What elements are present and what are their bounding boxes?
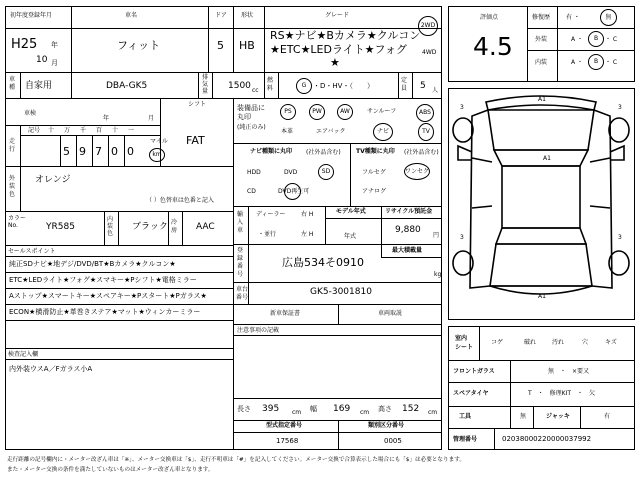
interior-color-value: ブラック: [132, 222, 168, 232]
equipment-navi-circled: ナビ: [373, 123, 393, 141]
import-parallel: ・並行: [258, 231, 277, 238]
import-dealer: ディーラー: [256, 211, 286, 218]
first-reg-label: 初年度登録年月: [10, 12, 53, 19]
warranty-booklet: 新車保証書: [270, 310, 301, 317]
navi-cd: CD: [247, 188, 256, 195]
inspector-text: 内外装ウスA／Fガラス小A: [9, 365, 93, 373]
mileage-unit-label: 百: [96, 127, 103, 134]
equipment-pw-circled: PW: [309, 104, 325, 120]
recycle-value: 9,880: [395, 225, 421, 235]
height-unit: cm: [428, 409, 438, 416]
class-number-value: 0005: [384, 437, 402, 445]
drive-4wd: 4WD: [422, 49, 437, 56]
front-glass-label: フロントガラス: [453, 368, 495, 375]
tv-fullseg: フルセグ: [362, 169, 386, 176]
sales-point-label: セールスポイント: [8, 248, 56, 255]
damage-label-rear: A1: [538, 293, 546, 300]
equipment-leather: 本革: [281, 128, 294, 135]
model-year-label: モデル年式: [336, 208, 366, 215]
displacement-label: 排 気 量: [202, 74, 209, 95]
navi-dvd-play: DVD再生可: [278, 188, 310, 195]
grade-line-3: ★: [330, 56, 340, 69]
height-value: 152: [402, 404, 420, 414]
capacity-value: 5: [420, 81, 426, 91]
interior-grade-b-circled: B: [588, 54, 604, 70]
equipment-tv-circled: TV: [418, 123, 434, 141]
footer-note-1: 走行距離の記号欄内に・メーター改ざん車は「※」、メーター交換車は「$」、走行不明車は「#」を記入してください。メーター交換で合算表示した場合にも「$」は必要となります。: [7, 457, 465, 463]
max-load-label: 最大積載量: [392, 247, 423, 254]
mileage-unit-label: 千: [80, 127, 87, 134]
exterior-color-note: （ ）色替車は色番と記入: [146, 197, 214, 204]
score-label: 評価点: [480, 14, 499, 21]
tv-analog: アナログ: [362, 188, 387, 195]
equipment-abs-circled: ABS: [416, 104, 434, 122]
equipment-aw-circled: AW: [337, 104, 353, 120]
navi-hdd: HDD: [247, 169, 261, 176]
score-value: 4.5: [473, 32, 513, 61]
grade-line-2: ★ETC★LEDライト★フォグ: [270, 43, 407, 56]
max-load-unit: kg: [434, 271, 442, 278]
navi-type-title: ナビ種類に丸印: [250, 148, 293, 155]
room-item-hole: 穴: [582, 339, 589, 346]
navi-dvd-play-circle-mark: [284, 183, 301, 200]
fuel-options: ・D・HV・（ ）: [313, 82, 374, 90]
model-code: DBA-GK5: [106, 81, 148, 91]
mileage-unit-label: 十: [112, 127, 119, 134]
shift-label: シフト: [188, 101, 207, 108]
door-count: 5: [217, 39, 224, 52]
capacity-unit: 人: [432, 87, 439, 94]
jack-label: ジャッキ: [546, 413, 570, 420]
fuel-label: 燃 料: [267, 77, 274, 92]
repair-history-label: 修復歴: [532, 14, 551, 21]
repair-none-circled: 無: [600, 9, 617, 26]
color-no-value: YR585: [46, 222, 75, 232]
mileage-side-label: 走 行: [9, 138, 16, 153]
repair-history-options: 有 ・: [566, 14, 580, 21]
sales-point-line-4: ECON★横滑防止★革巻きステア★マット★ウィンカーミラー: [9, 308, 201, 316]
displacement-value: 1500: [228, 81, 251, 91]
mileage-digit: 0: [127, 145, 134, 158]
mileage-unit-label: 一: [128, 127, 135, 134]
km-circled: km: [149, 148, 165, 162]
registration-label: 登 録 番 号: [237, 247, 244, 278]
length-label: 長さ: [237, 405, 251, 413]
owner-manual: 車両取説: [378, 310, 403, 317]
type-designation-label: 型式指定番号: [266, 422, 303, 429]
management-number: 02038000220000037992: [502, 435, 592, 443]
chassis-label: 車台 番号: [236, 286, 249, 301]
ac-label: 冷 房: [171, 219, 178, 234]
notes-label: 注意事項の記載: [237, 327, 280, 334]
spare-tire-label: スペアタイヤ: [453, 390, 489, 397]
import-right: 右 H: [301, 211, 314, 218]
damage-label-rl: 3: [460, 234, 464, 241]
damage-label-fr: 3: [618, 104, 622, 111]
year-unit: 年: [51, 41, 58, 49]
usage-type: 自家用: [25, 81, 53, 91]
car-name-label: 車名: [125, 12, 138, 19]
vehicle-type-label: 車 種: [9, 76, 16, 91]
mileage-digit: 9: [79, 145, 86, 158]
import-left: 左 H: [301, 231, 314, 238]
grade-label: グレード: [325, 12, 350, 19]
room-item-scratch: キズ: [605, 339, 617, 346]
first-reg-era-year: H25: [11, 37, 38, 52]
equipment-sub: (純正のみ): [237, 124, 266, 131]
mileage-digit: 5: [63, 145, 70, 158]
registration-plate: 広島534そ0910: [282, 256, 364, 269]
mileage-digit: 0: [111, 145, 118, 158]
mileage-unit-label: 万: [64, 127, 71, 134]
equipment-title: 装備品に 丸印: [237, 104, 265, 121]
import-label: 輸 入 車: [237, 211, 244, 234]
tv-type-sub: (社外品含む): [404, 149, 439, 156]
cc-unit: cc: [252, 87, 259, 94]
exterior-color-label: 外 装 色: [9, 175, 16, 198]
recycle-unit: 円: [433, 232, 440, 239]
height-label: 高さ: [378, 405, 392, 413]
body-shape: HB: [239, 39, 255, 52]
tools-value: 無: [520, 413, 527, 420]
tv-oneseg-circled: ワンセグ: [404, 163, 430, 180]
tools-label: 工具: [459, 413, 472, 420]
width-label: 幅: [310, 405, 317, 413]
equipment-ps-circled: PS: [280, 104, 296, 120]
exterior-grade-c: ・ C: [605, 36, 618, 43]
inspection-label: 車検: [24, 110, 37, 117]
mileage-unit-label: 十: [48, 127, 55, 134]
car-name: フィット: [117, 39, 161, 52]
month-unit: 月: [51, 59, 58, 67]
room-seat-label: 室内 シート: [455, 335, 474, 351]
mileage-code-label: 記号: [28, 127, 41, 134]
recycle-label: リサイクル預託金: [385, 208, 433, 215]
damage-label-rr: 3: [618, 234, 622, 241]
model-year-suffix: 年式: [344, 233, 357, 240]
length-value: 395: [262, 404, 280, 414]
sales-point-line-1: 純正SDナビ★地デジ/DVD/BT★Bカメラ★クルコン★: [9, 260, 176, 268]
grade-line-1: RS★ナビ★Bカメラ★クルコン: [270, 29, 421, 42]
tv-type-title: TV種類に丸印: [356, 148, 395, 155]
width-value: 169: [333, 404, 351, 414]
ac-value: AAC: [196, 222, 215, 232]
exterior-grade-label: 外装: [535, 36, 548, 43]
footer-note-2: また・メーター交換の条件を満たしていないものはメーター改ざん車となります。: [7, 467, 214, 473]
fuel-gasoline-circled: G: [296, 78, 312, 94]
front-glass-value: 無 ・ ×要又: [548, 368, 590, 375]
mileage-digit: 7: [95, 145, 102, 158]
sales-point-line-2: ETC★LEDライト★フォグ★スマキー★Pシフト★電格ミラー: [9, 276, 197, 284]
car-damage-diagram: [448, 88, 635, 320]
navi-dvd: DVD: [284, 169, 298, 176]
inspector-label: 検査記入欄: [8, 351, 39, 358]
interior-grade-label: 内装: [535, 59, 548, 66]
equipment-airbag: エアバック: [316, 128, 346, 135]
chassis-number: GK5-3001810: [310, 287, 372, 297]
damage-label-fl: 3: [460, 104, 464, 111]
mile-label: マイル: [150, 138, 168, 145]
capacity-label: 定 員: [401, 77, 408, 92]
door-label: ドア: [215, 12, 227, 19]
navi-sd-circled: SD: [318, 164, 334, 180]
equipment-sunroof: サンルーフ: [367, 108, 397, 115]
damage-label-windshield: A1: [543, 155, 551, 162]
inspection-month: 月: [148, 115, 155, 122]
exterior-color-value: オレンジ: [35, 175, 71, 185]
width-unit: cm: [360, 409, 370, 416]
interior-grade-a: A ・: [571, 59, 584, 66]
damage-label-front: A1: [538, 96, 546, 103]
type-designation-value: 17568: [276, 437, 299, 445]
jack-value: 有: [604, 413, 611, 420]
navi-type-sub: (社外品含む): [306, 149, 341, 156]
interior-grade-c: ・ C: [605, 59, 618, 66]
management-label: 管理番号: [453, 436, 478, 443]
shift-value: FAT: [186, 134, 205, 147]
inspection-year: 年: [103, 115, 110, 122]
room-item-burn: コゲ: [491, 339, 504, 346]
shape-label: 形状: [241, 12, 254, 19]
length-unit: cm: [292, 409, 302, 416]
sales-point-line-3: Aストップ★スマートキー★スペアキー★Pスタート★Pガラス★: [9, 292, 207, 300]
class-number-label: 類別区分番号: [368, 422, 405, 429]
spare-tire-value: T ・ 修理KIT ・ 欠: [528, 390, 596, 397]
color-no-label: カラー No.: [8, 215, 27, 229]
room-item-stain: 汚れ: [552, 339, 565, 346]
exterior-grade-a: A ・: [571, 36, 584, 43]
drive-2wd-circled: 2WD: [418, 16, 438, 36]
exterior-grade-b-circled: B: [588, 31, 604, 47]
interior-color-label: 内 装 色: [107, 216, 114, 237]
first-reg-month: 10: [36, 55, 48, 65]
room-item-tear: 破れ: [524, 339, 537, 346]
